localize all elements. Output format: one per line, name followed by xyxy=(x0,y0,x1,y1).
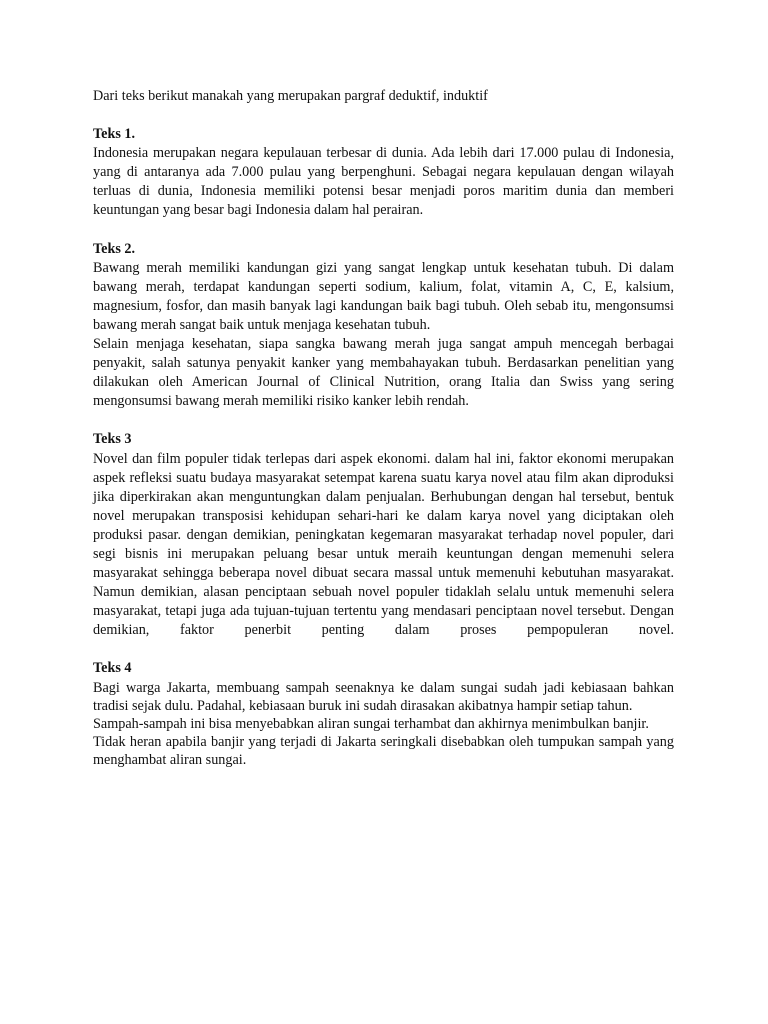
section-heading: Teks 2. xyxy=(93,240,136,257)
section-teks-1 xyxy=(93,125,674,220)
paragraph: Tidak heran apabila banjir yang terjadi di Jakarta seringkali disebabkan oleh tumpukan sampah yang menghambat aliran sungai. xyxy=(93,734,674,769)
section-heading: Teks 3 xyxy=(93,431,132,448)
section-teks-2 xyxy=(93,240,674,412)
section-heading: Teks 4 xyxy=(93,660,132,677)
paragraph: Bawang merah memiliki kandungan gizi yang sangat lengkap untuk kesehatan tubuh. Di dalam bawang merah, terdapat kandungan seperti sodium, kalium, folat, vitamin A, C, E, kalsium, magnesium, fosfor, dan masih banyak lagi kandungan baik bagi tubuh. Oleh sebab itu, mengonsumsi bawang merah sangat baik untuk menjaga kesehatan tubuh. xyxy=(93,259,674,333)
section-heading: Teks 1. xyxy=(93,126,136,143)
section-teks-4 xyxy=(93,659,674,769)
paragraph: Sampah-sampah ini bisa menyebabkan aliran sungai terhambat dan akhirnya menimbulkan banjir. xyxy=(93,715,649,732)
question-line: Dari teks berikut manakah yang merupakan pargraf deduktif, induktif xyxy=(93,88,488,104)
paragraph: Selain menjaga kesehatan, siapa sangka bawang merah juga sangat ampuh mencegah berbagai penyakit, salah satunya penyakit kanker yang membahayakan tubuh. Berdasarkan penelitian yang dilakukan oleh American Journal of Clinical Nutrition, orang Italia dan Swiss yang sering mengonsumsi bawang merah memiliki risiko kanker lebih rendah. xyxy=(93,336,674,410)
paragraph: Novel dan film populer tidak terlepas dari aspek ekonomi. dalam hal ini, faktor ekonomi merupakan aspek refleksi suatu budaya masyarakat setempat karena suatu karya novel atau film akan diproduksi jika diperkirakan akan menguntungkan dalam penjualan. Berhubungan dengan hal tersebut, bentuk novel merupakan transposisi kehidupan sehari-hari ke dalam karya novel yang diciptakan oleh produksi pasar. dengan demikian, peningkatan kegemaran masyarakat terhadap novel populer, dari segi bisnis ini merupakan peluang besar untuk meraih keuntungan dengan memenuhi selera masyarakat sehingga beberapa novel dibuat secara massal untuk memenuhi kebutuhan masyarakat. Namun demikian, alasan penciptaan sebuah novel populer tidaklah selalu untuk memenuhi selera masyarakat, tetapi juga ada tujuan-tujuan tertentu yang mendasari penciptaan novel tersebut. Dengan demikian, faktor penerbit penting dalam proses pempopuleran novel. xyxy=(93,450,674,639)
document-page xyxy=(93,87,674,789)
paragraph: Indonesia merupakan negara kepulauan terbesar di dunia. Ada lebih dari 17.000 pulau di Indonesia, yang di antaranya ada 7.000 pulau yang berpenghuni. Sebagai negara kepulauan dengan wilayah terluas di dunia, Indonesia memiliki potensi besar menjadi poros maritim dunia dan memberi keuntungan yang besar bagi Indonesia dalam hal perairan. xyxy=(93,145,674,219)
paragraph: Bagi warga Jakarta, membuang sampah seenaknya ke dalam sungai sudah jadi kebiasaan bahkan tradisi sejak dulu. Padahal, kebiasaan buruk ini sudah dirasakan akibatnya hampir setiap tahun. xyxy=(93,679,674,714)
section-teks-3 xyxy=(93,430,674,640)
